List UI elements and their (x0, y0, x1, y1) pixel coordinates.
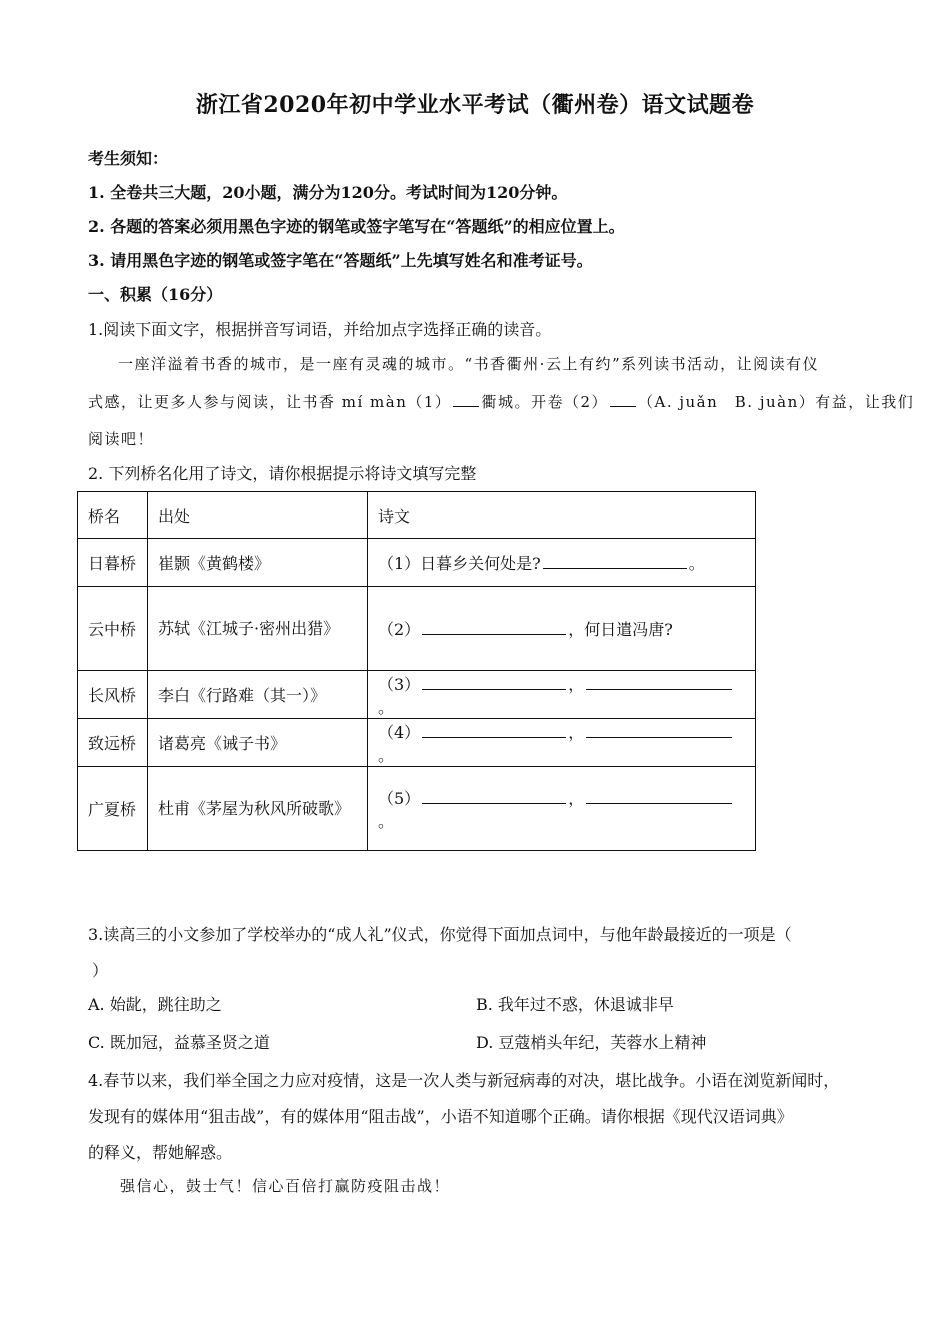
poem-line (368, 719, 756, 767)
poem-source: 杜甫《茅屋为秋风所破歌》 (148, 767, 368, 851)
poem-source: 诸葛亮《诫子书》 (148, 719, 368, 767)
answer-blank[interactable] (543, 554, 687, 569)
answer-blank[interactable] (422, 675, 566, 690)
poem-source: 苏轼《江城子·密州出猎》 (148, 587, 368, 671)
poem-line (368, 539, 756, 587)
poem-mid: ， (568, 788, 585, 808)
poem-prefix: （1）日暮乡关何处是? (378, 554, 541, 573)
poem-mid: ， (568, 674, 585, 694)
answer-blank[interactable] (586, 789, 732, 804)
poem-mid: ， (568, 722, 585, 742)
q1-blank-2[interactable] (610, 392, 636, 407)
page-title: 浙江省2020年初中学业水平考试（衢州卷）语文试题卷 (195, 92, 755, 118)
notice-item-1: 1. 全卷共三大题，20小题，满分为120分。考试时间为120分钟。 (88, 183, 568, 202)
poem-suffix: 。 (378, 811, 395, 831)
notice-heading: 考生须知： (88, 149, 169, 168)
poem-line (368, 671, 756, 719)
poem-source: 李白《行路难（其一）》 (148, 671, 368, 719)
q4-line-2: 发现有的媒体用“狙击战”，有的媒体用“阻击战”，小语不知道哪个正确。请你根据《现代汉语词典》 (88, 1107, 793, 1126)
q3-option-d[interactable]: D. 豆蔻梢头年纪，芙蓉水上精神 (476, 1033, 707, 1052)
table-row (78, 539, 756, 587)
poem-suffix: 。 (378, 745, 395, 765)
answer-blank[interactable] (586, 723, 732, 738)
q1-passage-part-b: 衢城。开卷（2） (481, 393, 608, 411)
q1-passage-line-2 (88, 391, 914, 412)
bridge-name: 长风桥 (78, 671, 148, 719)
q3-stem-close: ） (92, 961, 109, 980)
poem-line (368, 767, 756, 851)
q3-option-a[interactable]: A. 始龀，跳往助之 (88, 995, 222, 1014)
q1-blank-1[interactable] (453, 392, 479, 407)
bridge-name: 致远桥 (78, 719, 148, 767)
table-row (78, 767, 756, 851)
q4-line-1: 4.春节以来，我们举全国之力应对疫情，这是一次人类与新冠病毒的对决，堪比战争。小语在浏览新闻时， (88, 1071, 840, 1090)
q1-passage-line-3: 阅读吧！ (88, 430, 155, 448)
poem-prefix: （5） (378, 788, 421, 808)
q4-line-3: 的释义，帮她解惑。 (88, 1143, 233, 1162)
poem-prefix: （3） (378, 674, 421, 694)
header-poem: 诗文 (368, 492, 756, 539)
bridge-name: 广夏桥 (78, 767, 148, 851)
poem-suffix: 。 (378, 697, 395, 717)
poem-line (368, 587, 756, 671)
notice-item-3: 3. 请用黑色字迹的钢笔或签字笔在“答题纸”上先填写姓名和准考证号。 (88, 251, 593, 270)
table-row (78, 587, 756, 671)
q3-option-b[interactable]: B. 我年过不惑，休退诚非早 (476, 995, 674, 1014)
table-row (78, 671, 756, 719)
section-1-heading: 一、积累（16分） (88, 285, 223, 304)
header-bridge: 桥名 (78, 492, 148, 539)
poem-prefix: （4） (378, 722, 421, 742)
table-header-row (78, 492, 756, 539)
q1-passage-part-c: （A. juǎn B. juàn）有益，让我们 (637, 393, 915, 411)
q3-option-c[interactable]: C. 既加冠，益慕圣贤之道 (88, 1033, 270, 1052)
poem-prefix: （2） (378, 620, 421, 639)
q4-quote: 强信心，鼓士气！信心百倍打赢防疫阻击战！ (120, 1177, 451, 1195)
answer-blank[interactable] (422, 723, 566, 738)
q2-stem: 2. 下列桥名化用了诗文，请你根据提示将诗文填写完整 (88, 464, 477, 483)
q1-passage-part-a: 式感，让更多人参与阅读，让书香 mí màn（1） (88, 393, 452, 411)
poem-suffix: ，何日遣冯唐? (568, 620, 673, 639)
bridge-name: 日暮桥 (78, 539, 148, 587)
bridge-name: 云中桥 (78, 587, 148, 671)
answer-blank[interactable] (586, 675, 732, 690)
q1-stem: 1.阅读下面文字，根据拼音写词语，并给加点字选择正确的读音。 (88, 320, 552, 339)
poem-table (77, 491, 756, 851)
answer-blank[interactable] (422, 789, 566, 804)
poem-suffix: 。 (688, 554, 705, 573)
notice-item-2: 2. 各题的答案必须用黑色字迹的钢笔或签字笔写在“答题纸”的相应位置上。 (88, 217, 625, 236)
header-source: 出处 (148, 492, 368, 539)
answer-blank[interactable] (422, 620, 566, 635)
poem-source: 崔颢《黄鹤楼》 (148, 539, 368, 587)
q3-stem: 3.读高三的小文参加了学校举办的“成人礼”仪式，你觉得下面加点词中，与他年龄最接近的一项是（ (88, 925, 792, 944)
q1-passage-line-1: 一座洋溢着书香的城市，是一座有灵魂的城市。“书香衢州·云上有约”系列读书活动，让阅读有仪 (118, 355, 820, 373)
table-row (78, 719, 756, 767)
